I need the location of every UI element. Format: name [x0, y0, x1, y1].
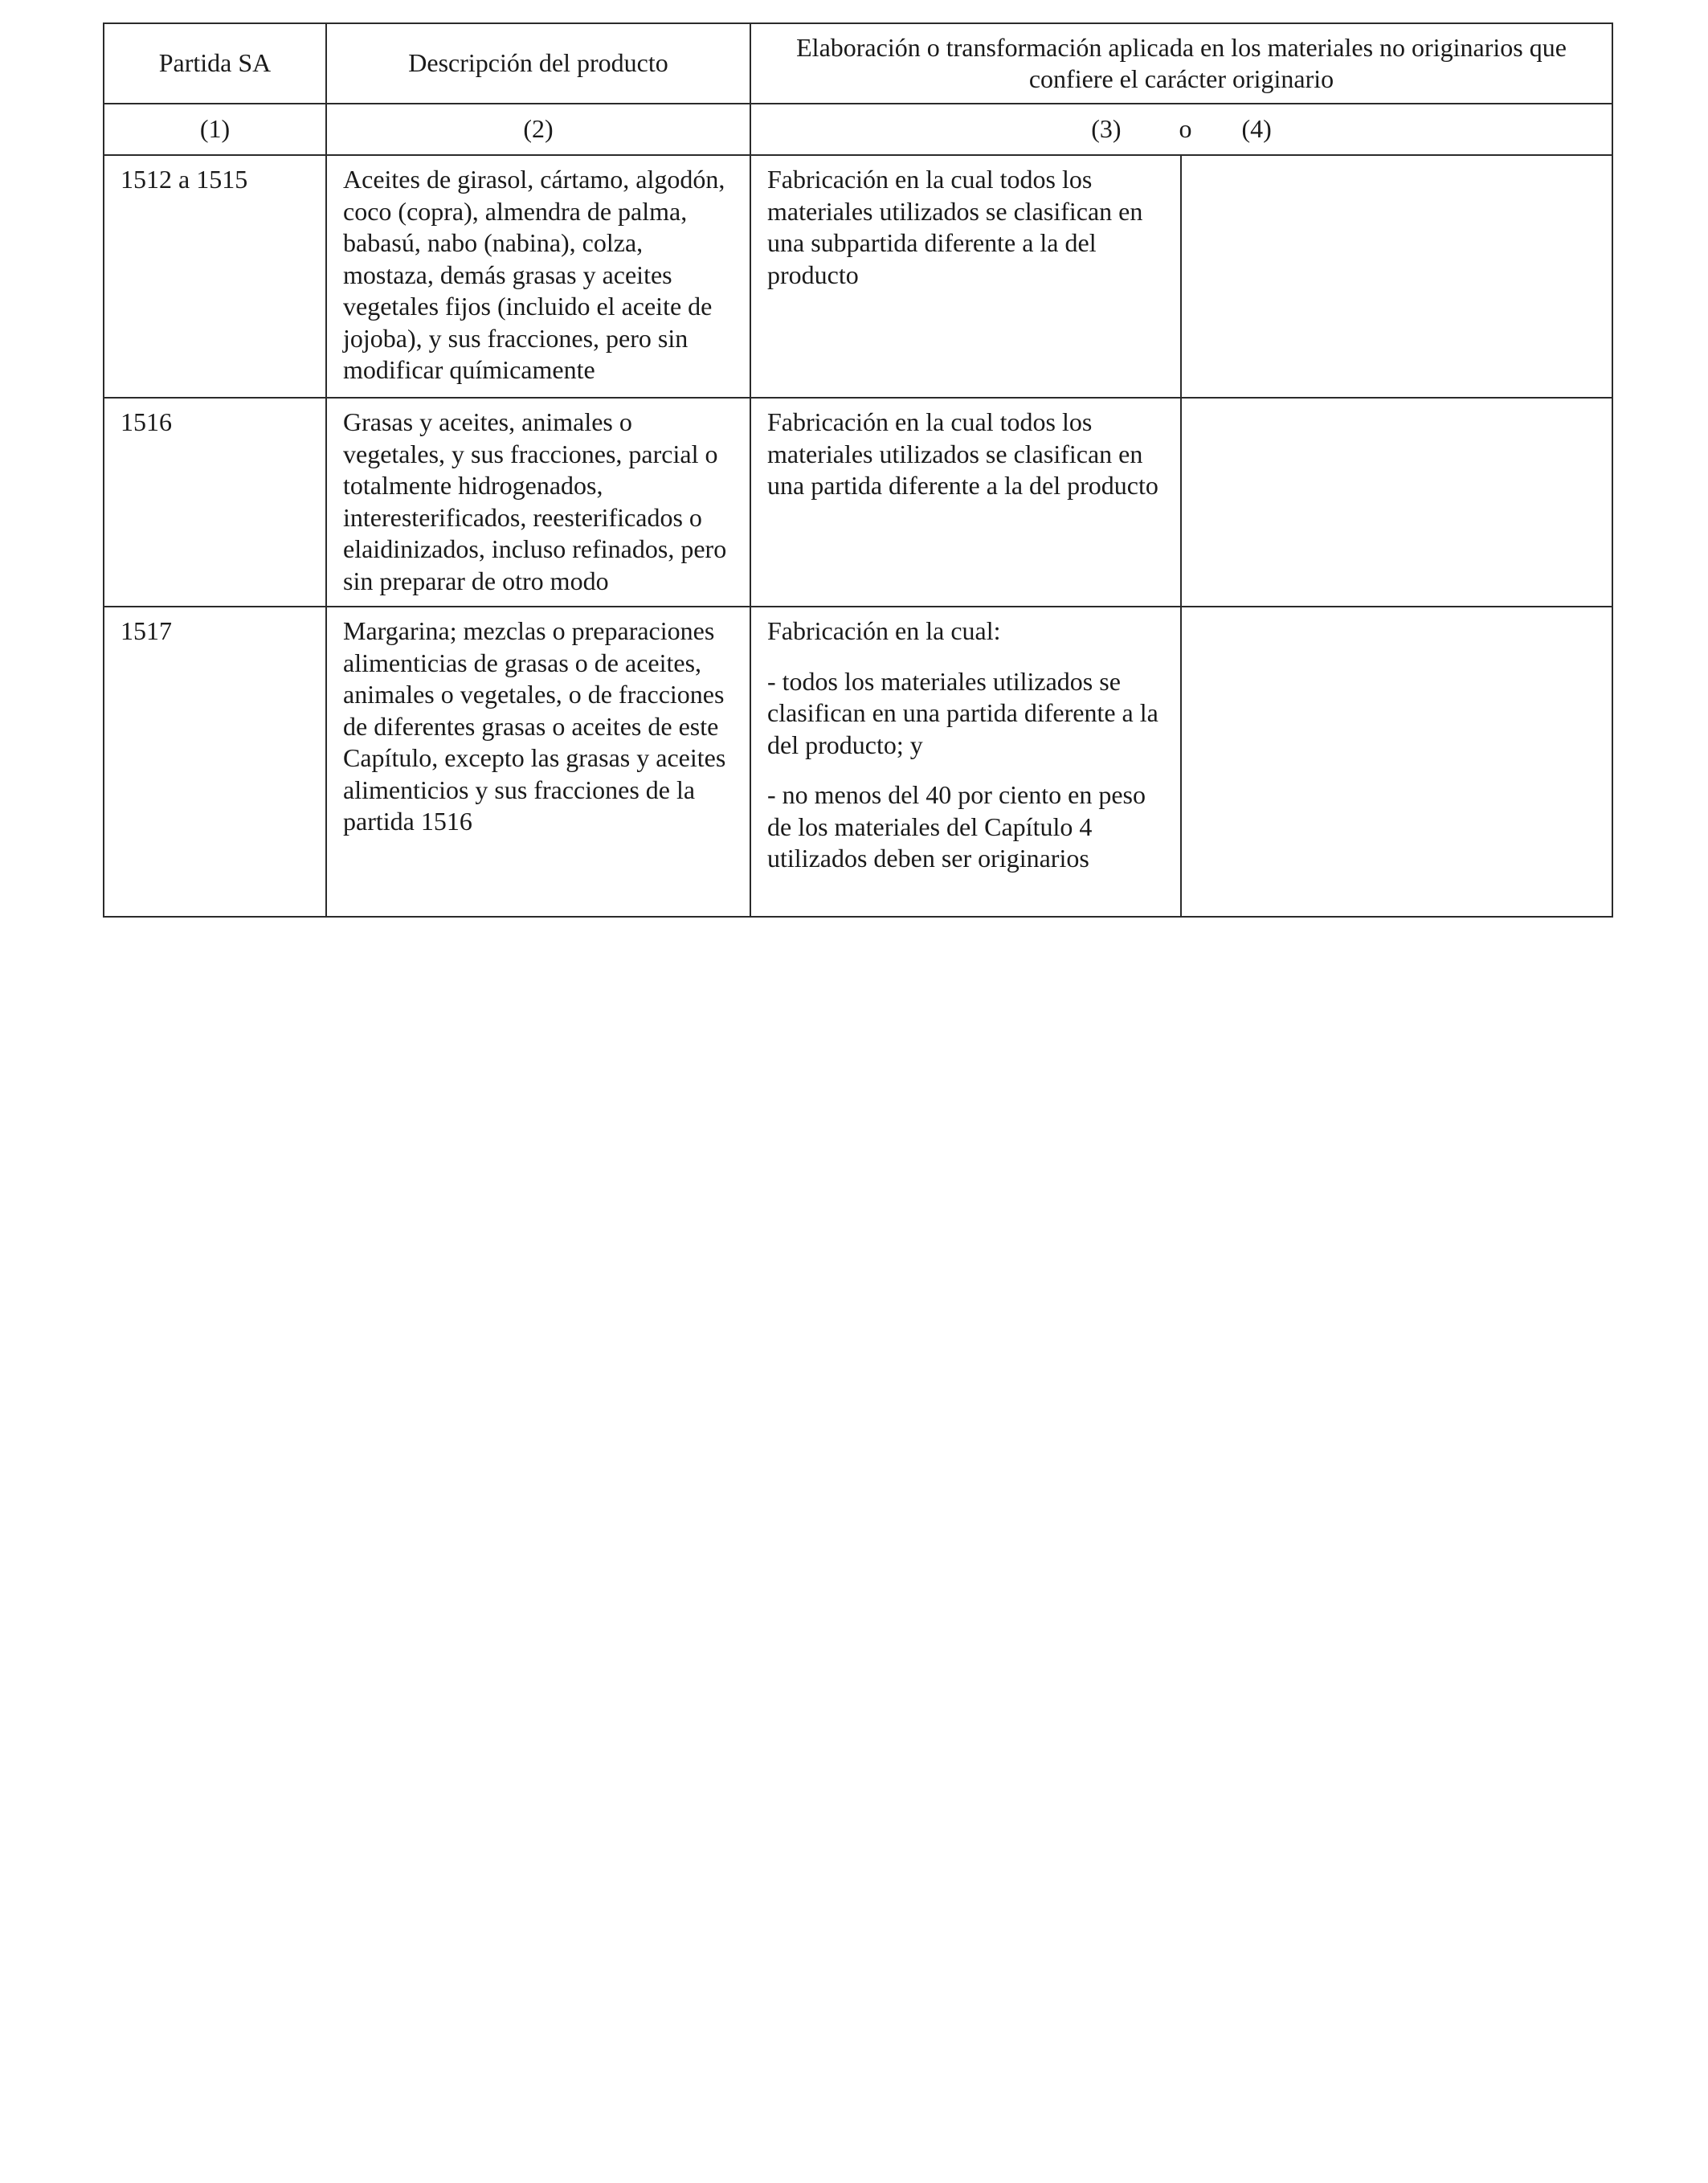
regla-paragraph: Fabricación en la cual todos los materiales utilizados se clasifican en una partida diferente a la del producto — [767, 407, 1158, 500]
column-number-row — [104, 104, 1612, 155]
regla-cell — [750, 155, 1181, 398]
partida-cell: 1516 — [104, 398, 326, 607]
partida-cell: 1517 — [104, 607, 326, 917]
alternativa-cell — [1181, 607, 1612, 917]
rules-of-origin-table — [103, 22, 1613, 918]
partida-cell: 1512 a 1515 — [104, 155, 326, 398]
column-number-3: (3) — [1091, 114, 1122, 144]
header-partida-sa: Partida SA — [104, 23, 326, 104]
column-number-4: (4) — [1241, 114, 1272, 144]
regla-paragraph: - todos los materiales utilizados se clasifican en una partida diferente a la del producto; y — [767, 666, 1158, 759]
column-number-1: (1) — [104, 104, 326, 155]
table-row — [104, 398, 1612, 607]
alternativa-cell — [1181, 155, 1612, 398]
header-elaboracion: Elaboración o transformación aplicada en los materiales no originarios que confiere el carácter originario — [750, 23, 1612, 104]
regla-paragraph: Fabricación en la cual todos los materiales utilizados se clasifican en una subpartida diferente a la del producto — [767, 165, 1143, 289]
descripcion-cell: Margarina; mezclas o preparaciones alimenticias de grasas o de aceites, animales o vegetales, o de fracciones de diferentes grasas o aceites de este Capítulo, excepto las grasas y aceites alimenticios y sus fracciones de la partida 1516 — [326, 607, 750, 917]
document-page — [103, 22, 1612, 918]
regla-paragraph: Fabricación en la cual: — [767, 616, 1001, 645]
column-number-separator: o — [1179, 114, 1192, 144]
table-row — [104, 607, 1612, 917]
descripcion-cell: Aceites de girasol, cártamo, algodón, coco (copra), almendra de palma, babasú, nabo (nabina), colza, mostaza, demás grasas y aceites vegetales fijos (incluido el aceite de jojoba), y sus fracciones, pero sin modificar químicamente — [326, 155, 750, 398]
alternativa-cell — [1181, 398, 1612, 607]
column-number-3-4 — [750, 104, 1612, 155]
regla-cell — [750, 607, 1181, 917]
table-header-row — [104, 23, 1612, 104]
regla-paragraph: - no menos del 40 por ciento en peso de los materiales del Capítulo 4 utilizados deben ser originarios — [767, 780, 1146, 873]
table-row — [104, 155, 1612, 398]
descripcion-cell: Grasas y aceites, animales o vegetales, y sus fracciones, parcial o totalmente hidrogenados, interesterificados, reesterificados o elaidinizados, incluso refinados, pero sin preparar de otro modo — [326, 398, 750, 607]
header-descripcion: Descripción del producto — [326, 23, 750, 104]
regla-cell — [750, 398, 1181, 607]
column-number-2: (2) — [326, 104, 750, 155]
